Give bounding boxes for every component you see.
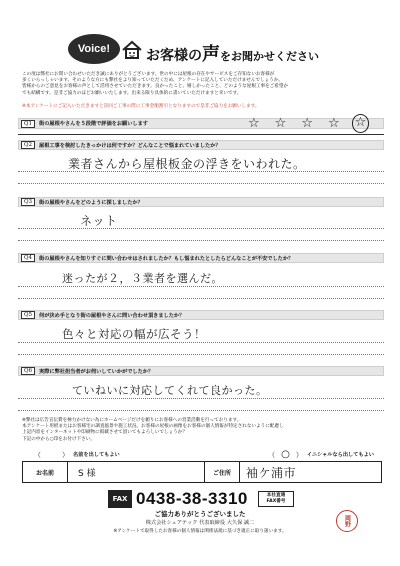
address-value-cell — [240, 462, 381, 482]
footer-note: 下記の中から○印をお付け下さい。 — [22, 436, 95, 442]
question-number: Q1 — [21, 120, 35, 128]
circle-mark-icon[interactable]: ○ — [281, 449, 290, 460]
name-option-label: 名前を出してもよい — [73, 452, 120, 458]
answer-line — [18, 410, 384, 411]
answer-q3: ネット — [80, 214, 118, 228]
question-bar-q4 — [18, 253, 384, 263]
question-bar-q5 — [18, 310, 384, 320]
question-bar-q6 — [18, 366, 384, 376]
answer-q4: 迷ったが２，３業者を選んだ。 — [62, 272, 223, 285]
question-bar-q2 — [18, 140, 384, 150]
fax-label: FAX — [112, 495, 128, 503]
star-icon[interactable]: ☆ — [274, 116, 287, 131]
title-big: 声 — [202, 44, 220, 65]
voice-badge-label: Voice! — [77, 43, 111, 55]
answer-line — [18, 286, 384, 287]
question-text: 街の屋根やさんを知りすぐに問い合わせはされましたか？もし悩まれたとしたらどんなことが不安でしたか？ — [39, 255, 294, 262]
question-number: Q3 — [21, 198, 35, 206]
title-suffix: をお聞かせください — [220, 50, 319, 63]
question-number: Q2 — [21, 141, 35, 149]
house-icon — [121, 40, 143, 60]
question-text: 街の屋根やさんをどのように探しましたか？ — [39, 199, 143, 206]
answer-q5: 色々と対応の幅が広そう！ — [62, 327, 206, 341]
name-option-paren[interactable]: （ ） — [34, 450, 69, 459]
question-number: Q4 — [21, 254, 35, 262]
intro-text — [22, 72, 382, 97]
initial-option-label: イニシャルなら出してもよい — [306, 452, 374, 458]
initial-option-paren-close: ） — [295, 450, 303, 459]
answer-q6: ていねいに対応してくれて良かった。 — [72, 384, 268, 397]
intro-note: ※本アンケートにご記入いただきますと次回ご工事の際に工事金額割引となりますので是非ご協力をお願いします。 — [22, 104, 260, 109]
question-text: 街の屋根やさんを５段階で評価をお願いします — [39, 121, 148, 127]
fax-side-box — [258, 491, 294, 507]
question-text: 実際に弊社担当者がお伺いしていかがでしたか？ — [39, 368, 154, 375]
seal-stamp — [336, 510, 358, 532]
thanks-text: ご協力ありがとうございました — [154, 510, 246, 518]
question-text: 屋根工事を検討したきっかけは何ですか？どんなことで悩まれていましたか？ — [39, 142, 221, 149]
star-icon-selected[interactable]: ☆ — [352, 114, 370, 133]
voice-badge — [68, 34, 120, 64]
star-icon[interactable]: ☆ — [248, 116, 260, 131]
intro-line: でも結構です。是非ご協力のほどお願いいたします。出来る限り具体的に書いていただけますと幸いです。 — [22, 90, 242, 96]
company-text: 株式会社シェアテック 代表取締役 大久保 誠二 — [145, 520, 255, 526]
privacy-text: ※アンケートで取得したお客様の個人情報は関係法規に基づき適正に取り扱います。 — [113, 529, 287, 534]
question-bar-q3 — [18, 197, 384, 207]
intro-line: この度は弊社にお問い合わせいただき誠にありがとうございます。世の中には屋根の存在やサービスをご存知ないお客様が — [22, 72, 275, 77]
fax-icon — [108, 490, 132, 508]
page-title — [146, 40, 319, 66]
answer-line — [18, 171, 384, 172]
intro-line: 多くいらっしゃいます。そのような方にも弊社をより知っていただくため、アンケートに記入していただけませんでしょうか。 — [22, 78, 284, 84]
name-options-row — [34, 449, 374, 462]
star-icon[interactable]: ☆ — [301, 116, 313, 131]
address-value: 袖ケ浦市 — [246, 465, 297, 480]
name-label: お名前 — [35, 469, 54, 477]
seal-text: 岡野 — [343, 515, 351, 527]
answer-line — [18, 228, 384, 229]
footer-notes — [22, 418, 384, 443]
name-value-cell — [68, 462, 205, 482]
footer-note: 上記内容をインターネットや印刷物に掲載させて頂いてもよろしいでしょうか？ — [22, 430, 187, 436]
name-label-cell — [23, 462, 68, 482]
divider — [18, 134, 384, 135]
answer-line — [18, 398, 384, 399]
fax-side-label: 本社直通 FAX番号 — [266, 493, 286, 504]
question-number: Q6 — [21, 367, 35, 375]
intro-line: 皆様からのご意見をお客様の声として活用させていただきます。良かったこと、嬉しかったこと、どのような屋根工事をご希望か — [22, 84, 289, 90]
title-prefix: お客様の — [146, 48, 202, 64]
footer-note: 本アンケート用紙またはお客様宅の調査風景や施工状況、お客様の屋根の画像をお客様の個人情報が特定されないように配慮し — [22, 424, 284, 430]
answer-line — [18, 354, 384, 355]
answer-q2: 業者さんから屋根板金の浮きをいわれた。 — [68, 157, 306, 171]
question-text: 何が決め手となり街の屋根やさんに問い合わせ頂きましたか？ — [39, 312, 185, 319]
initial-option-paren-open: （ — [268, 450, 276, 459]
fax-number: 0438-38-3310 — [136, 489, 248, 508]
star-icon[interactable]: ☆ — [327, 116, 340, 131]
star-rating[interactable] — [248, 116, 366, 131]
name-value: S 様 — [78, 468, 96, 479]
address-label: ご住所 — [212, 469, 231, 477]
answer-line — [18, 342, 384, 343]
answer-line — [18, 183, 384, 184]
question-number: Q5 — [21, 311, 35, 319]
footer-note: ※弊社は広告宣伝費を極力かけない為にホームページだけを頼りにお客様への営業活動を行っております。 — [22, 418, 242, 423]
address-label-cell — [205, 462, 240, 482]
answer-line — [18, 240, 384, 241]
answer-line — [18, 298, 384, 299]
name-address-box — [22, 461, 382, 483]
